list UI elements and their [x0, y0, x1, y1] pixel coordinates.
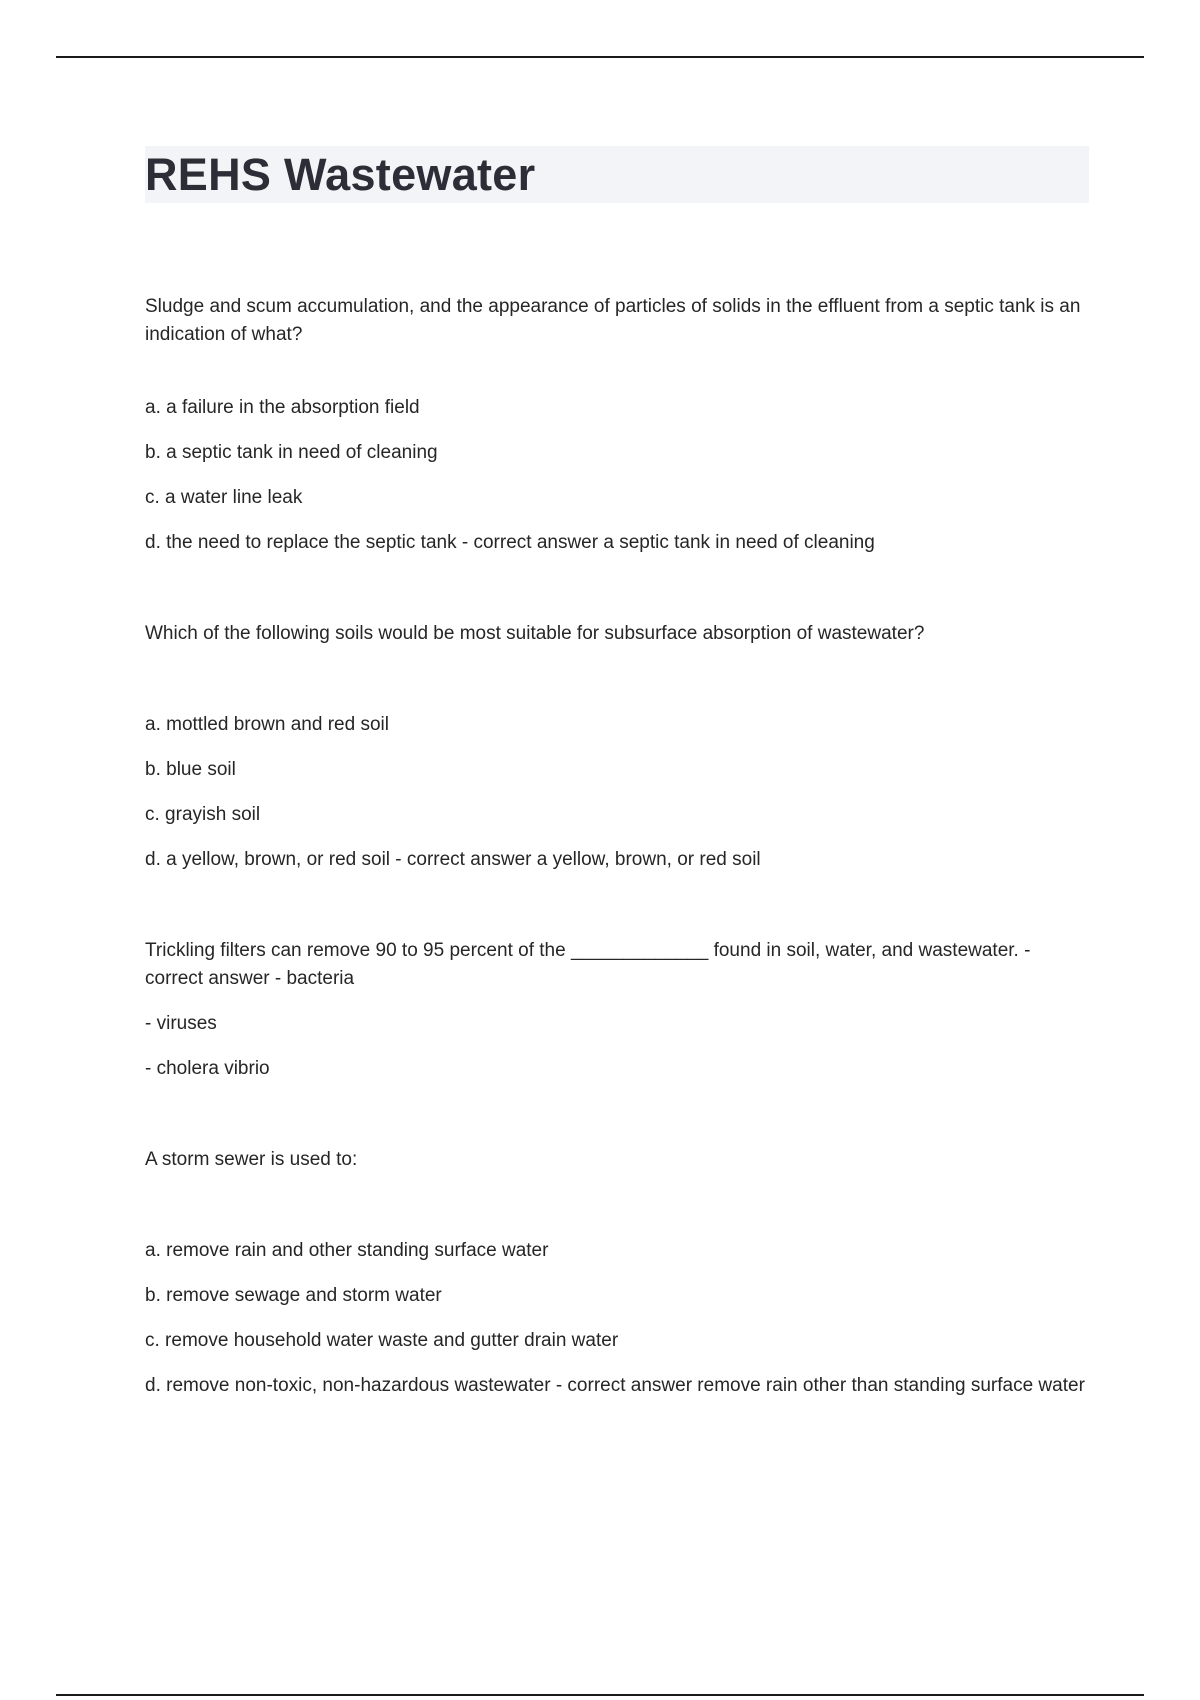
- answer-option: b. blue soil: [145, 759, 236, 780]
- document-body: [145, 146, 1089, 1400]
- answer-option: - cholera vibrio: [145, 1058, 270, 1079]
- title-banner: [145, 146, 1089, 203]
- question-prompt: A storm sewer is used to:: [145, 1149, 358, 1170]
- bottom-rule: [56, 1694, 1144, 1696]
- question-prompt: Trickling filters can remove 90 to 95 percent of the _____________ found in soil, water, and wastewater. - correct answer - bacteria: [145, 940, 1031, 989]
- question-2: [145, 620, 1089, 874]
- answer-option: c. a water line leak: [145, 487, 303, 508]
- answer-option: b. a septic tank in need of cleaning: [145, 442, 438, 463]
- question-prompt: Which of the following soils would be most suitable for subsurface absorption of wastewater?: [145, 623, 925, 644]
- answer-option: d. remove non-toxic, non-hazardous wastewater - correct answer remove rain other than standing surface water: [145, 1375, 1085, 1396]
- top-rule: [56, 56, 1144, 58]
- question-4: [145, 1146, 1089, 1400]
- question-prompt: Sludge and scum accumulation, and the appearance of particles of solids in the effluent from a septic tank is an indication of what?: [145, 296, 1081, 345]
- answer-option: d. a yellow, brown, or red soil - correct answer a yellow, brown, or red soil: [145, 849, 761, 870]
- question-1: [145, 293, 1089, 557]
- answer-option: a. remove rain and other standing surface water: [145, 1240, 549, 1261]
- document-title: REHS Wastewater: [145, 148, 536, 200]
- answer-option: c. grayish soil: [145, 804, 261, 825]
- answer-option: - viruses: [145, 1013, 217, 1034]
- answer-option: c. remove household water waste and gutter drain water: [145, 1330, 619, 1351]
- answer-option: d. the need to replace the septic tank - correct answer a septic tank in need of cleaning: [145, 532, 875, 553]
- answer-option: a. a failure in the absorption field: [145, 397, 420, 418]
- answer-option: b. remove sewage and storm water: [145, 1285, 442, 1306]
- question-3: [145, 937, 1089, 1083]
- answer-option: a. mottled brown and red soil: [145, 714, 389, 735]
